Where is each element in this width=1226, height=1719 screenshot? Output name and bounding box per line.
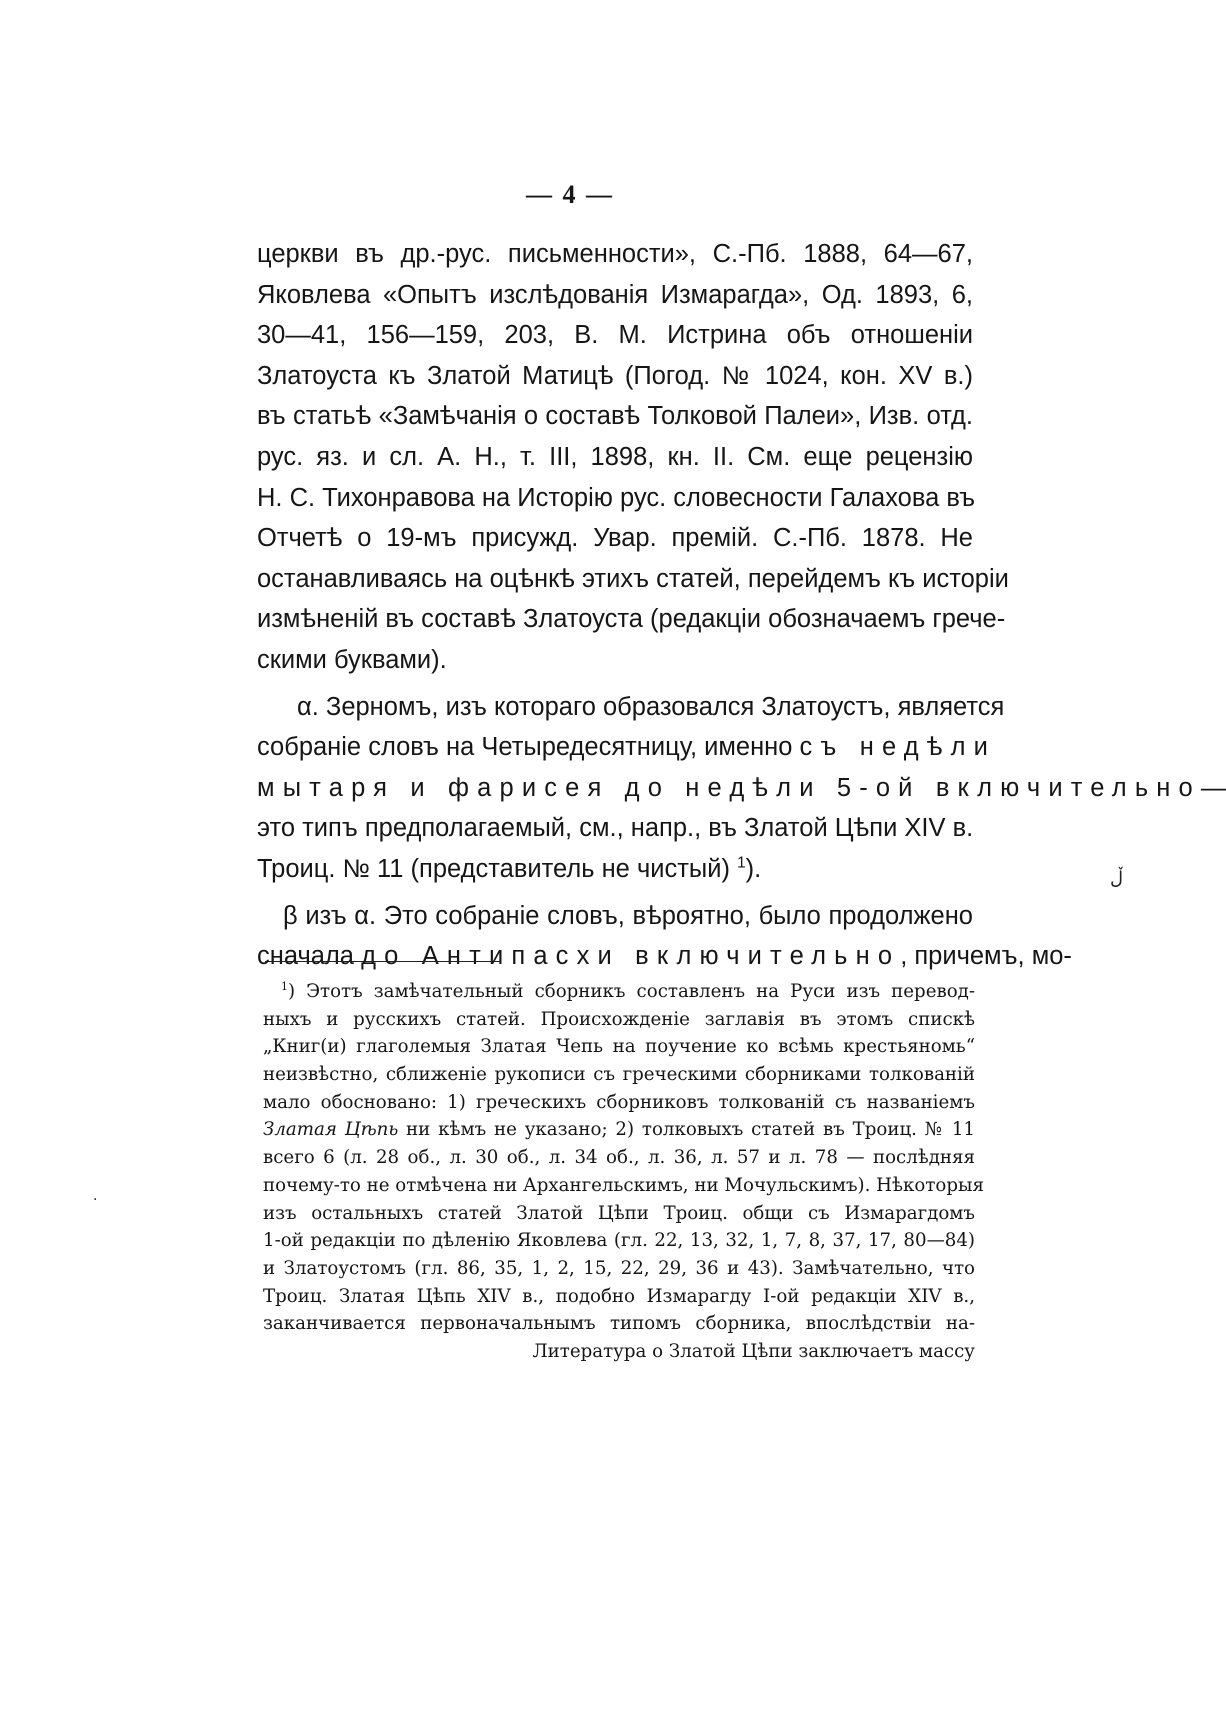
- footnote-line: неизвѣстно, сближеніе рукописи съ греческими сборниками толкованій: [263, 1064, 975, 1086]
- footnote-line: заканчивается первоначальнымъ типомъ сборника, впослѣдствіи на-: [263, 1313, 975, 1335]
- text-line: въ статьѣ «Замѣчанія о составѣ Толковой Палеи», Изв. отд.: [257, 402, 973, 431]
- footnote-line: почему-то не отмѣчена ни Архангельскимъ, ни Мочульскимъ). Нѣкоторыя: [263, 1174, 984, 1196]
- paragraph-beta: [257, 896, 1072, 977]
- text-line: α. Зерномъ, изъ котораго образовался Златоустъ, является: [297, 692, 1005, 721]
- text-line: Отчетѣ о 19-мъ присужд. Увар. премій. С.-Пб. 1878. Не: [257, 524, 973, 553]
- margin-mark: ڵ: [1110, 868, 1124, 889]
- text-line: церкви въ др.-рус. письменности», С.-Пб. 1888, 64—67,: [257, 240, 973, 268]
- text-line: измѣненій въ составѣ Златоуста (редакціи обозначаемъ грече-: [257, 605, 1006, 634]
- text-line: Златоуста къ Златой Матицѣ (Погод. № 1024, кон. XV в.): [257, 361, 973, 390]
- text-span: , причемъ, мо-: [900, 942, 1072, 971]
- footnote-line: Литература о Златой Цѣпи заключаетъ массу: [532, 1340, 975, 1362]
- text-line: Яковлева «Опытъ изслѣдованія Измарагда», Од. 1893, 6,: [257, 280, 973, 309]
- text-line: останавливаясь на оцѣнкѣ этихъ статей, перейдемъ къ исторіи: [257, 564, 1009, 593]
- text-line: [257, 727, 997, 768]
- footnote-line: мало обосновано: 1) греческихъ сборниковъ толкованій съ названіемъ: [263, 1091, 975, 1113]
- footnote-marker: 1: [281, 979, 288, 993]
- footnote-ref[interactable]: 1: [737, 854, 746, 872]
- text-span: —: [1200, 773, 1226, 802]
- text-line: рус. яз. и сл. А. Н., т. III, 1898, кн. II. См. еще рецензію: [257, 442, 973, 471]
- footnote-line: и Златоустомъ (гл. 86, 35, 1, 2, 15, 22, 29, 36 и 43). Замѣчательно, что: [263, 1257, 975, 1279]
- italic-title: Златая Цѣпь: [263, 1119, 399, 1141]
- footnote-line: ныхъ и русскихъ статей. Происхожденіе заглавія въ этомъ спискѣ: [263, 1008, 975, 1030]
- text-span: сначала: [257, 942, 362, 971]
- text-line: [257, 936, 1072, 977]
- footnote-line: Троиц. Златая Цѣпь XIV в., подобно Измарагду I-ой редакціи XIV в.,: [263, 1285, 975, 1307]
- footnote-line: всего 6 (л. 28 об., л. 30 об., л. 34 об., л. 36, л. 57 и л. 78 — послѣдняя: [263, 1147, 975, 1169]
- text-line: [257, 849, 973, 890]
- text-line: скими буквами).: [257, 645, 447, 674]
- text-span: ни кѣмъ не указано; 2) толковыхъ статей въ Троиц. № 11: [398, 1119, 975, 1141]
- text-span: ).: [745, 854, 762, 883]
- footnote: [263, 978, 984, 1366]
- footnote-line: [263, 1116, 975, 1144]
- spaced-text: до Антипасхи включительно: [361, 942, 901, 971]
- text-line: β изъ α. Это собраніе словъ, вѣроятно, было продолжено: [283, 901, 973, 930]
- footnote-line: изъ остальныхъ статей Златой Цѣпи Троиц. общи съ Измарагдомъ: [263, 1202, 975, 1224]
- footnote-line: „Книг(и) глаголемыя Златая Чепь на поучение ко всѣмь крестьяномь“: [263, 1036, 975, 1058]
- spaced-text: съ недѣли: [799, 733, 997, 762]
- page-number: — 4 —: [526, 180, 614, 209]
- main-text: [257, 234, 1226, 977]
- text-line: это типъ предполагаемый, см., напр., въ Златой Цѣпи XIV в.: [257, 814, 974, 843]
- text-span: собраніе словъ на Четыредесятницу, именно: [257, 733, 800, 762]
- paragraph-alpha: [257, 687, 1226, 890]
- stray-dot: ·: [93, 1192, 98, 1208]
- text-span: ) Этотъ замѣчательный сборникъ составленъ на Руси изъ перевод-: [287, 981, 975, 1002]
- footnote-line: [263, 978, 975, 1006]
- spaced-text: мытаря и фарисея до недѣли 5-ой включительно: [257, 773, 1201, 802]
- text-line: [257, 768, 1226, 809]
- text-line: 30—41, 156—159, 203, В. М. Истрина объ отношеніи: [257, 321, 973, 350]
- footnote-line: 1-ой редакціи по дѣленію Яковлева (гл. 22, 13, 32, 1, 7, 8, 37, 17, 80—84): [263, 1230, 975, 1252]
- text-span: Троиц. № 11 (представитель не чистый): [257, 854, 730, 883]
- footnote-divider: [265, 961, 501, 962]
- text-line: Н. С. Тихонравова на Исторію рус. словесности Галахова въ: [257, 483, 976, 512]
